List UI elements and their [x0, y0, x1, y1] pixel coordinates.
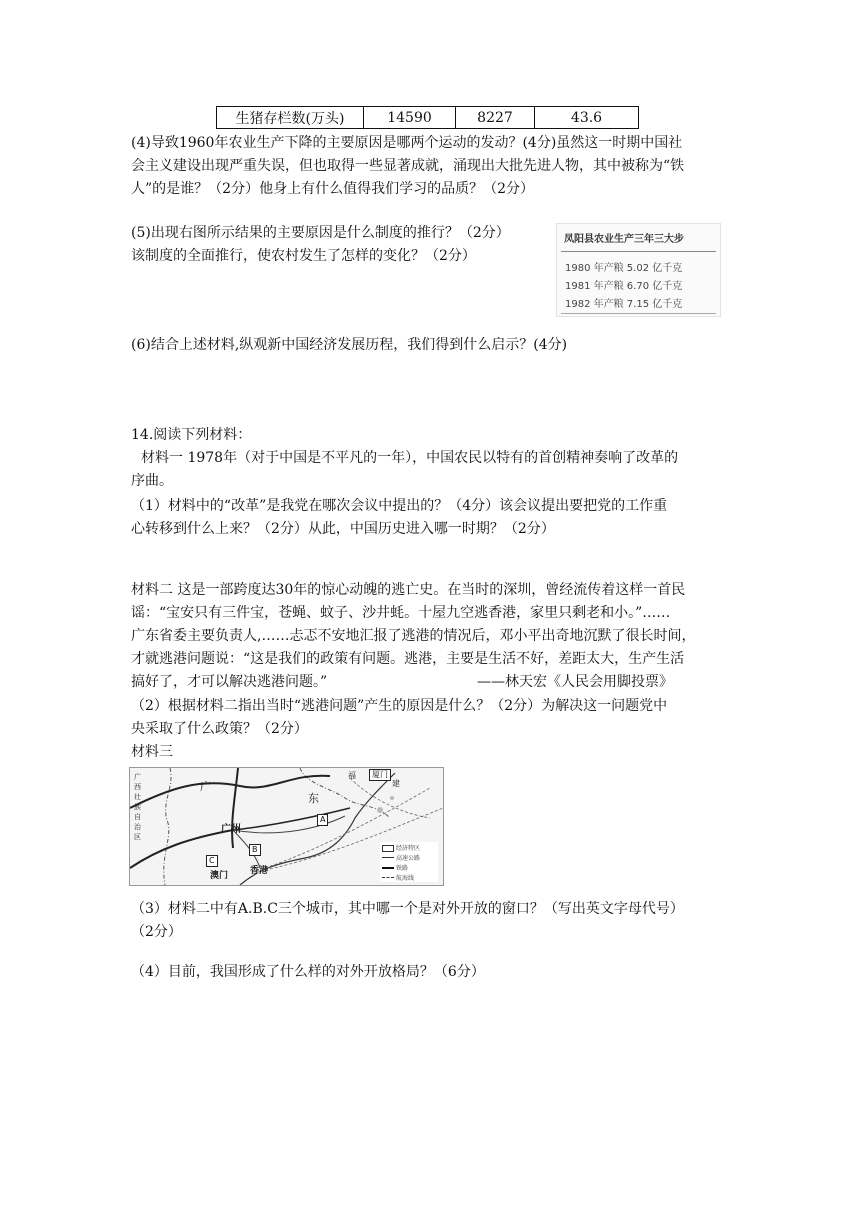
legend-highway: 高速公路 — [396, 855, 421, 862]
q4-line-1: (4)导致1960年农业生产下降的主要原因是哪两个运动的发动？(4分)虽然这一时期中国社 — [131, 135, 683, 151]
guangdong-label-2: 东 — [308, 792, 319, 805]
sub-question-2 — [131, 695, 667, 764]
map-legend — [380, 842, 438, 882]
guangxi-char-1: 广 — [134, 773, 141, 781]
m2-line-1: 材料二 这是一部跨度达30年的惊心动魄的逃亡史。在当时的深圳，曾经流传着这样一首民 — [131, 582, 686, 598]
s2-line-1: （2）根据材料二指出当时“逃港问题”产生的原因是什么？（2分）为解决这一问题党中 — [131, 698, 668, 714]
question-6: (6)结合上述材料,纵观新中国经济发展历程，我们得到什么启示？(4分) — [131, 337, 568, 353]
xianggang-label: 香港 — [250, 866, 269, 876]
m2-line-2: 谣：“宝安只有三件宝，苍蝇、蚊子、沙井蚝。十屋九空逃香港，家里只剩老和小。”…… — [131, 605, 671, 621]
table-cell-1957: 14590 — [364, 107, 456, 129]
material-3-label: 材料三 — [131, 744, 173, 760]
fengyang-grain-inset — [556, 223, 721, 317]
city-b-box: B — [249, 844, 261, 856]
m1-line-2: 序曲。 — [131, 473, 173, 489]
city-c-box: C — [206, 855, 218, 867]
guangdong-label-1: 广 — [200, 780, 211, 793]
s3-line-1: （3）材料二中有A.B.C三个城市，其中哪一个是对外开放的窗口？（写出英文字母代号） — [131, 901, 684, 917]
s2-line-2: 央采取了什么政策？（2分） — [131, 721, 308, 737]
m2-line-5 — [131, 671, 695, 694]
m2-source: ——林天宏《人民会用脚投票》 — [477, 674, 673, 690]
guangxi-char-3: 壮 — [134, 793, 141, 801]
fengyang-row-1982: 1982 年产粮 7.15 亿千克 — [565, 299, 683, 310]
fujian-label-2: 建 — [392, 779, 400, 788]
fujian-label-1: 福 — [348, 771, 356, 780]
question-4 — [131, 132, 684, 201]
guangxi-char-5: 自 — [134, 813, 141, 821]
aomen-label: 澳门 — [210, 871, 229, 881]
material-2 — [131, 579, 695, 694]
guangxi-char-4: 族 — [134, 803, 141, 811]
guangxi-char-2: 西 — [134, 783, 141, 791]
pig-stock-table — [216, 106, 639, 129]
table-cell-label: 生猪存栏数(万头) — [217, 107, 364, 129]
material-1 — [131, 447, 678, 493]
table-cell-percent: 43.6 — [535, 107, 639, 129]
special-economic-zones-map — [129, 767, 444, 886]
sub-question-3 — [131, 898, 684, 944]
sub-question-1 — [131, 495, 667, 541]
xiamen-box: 厦门 — [369, 769, 391, 781]
q14-heading: 14.阅读下列材料： — [131, 427, 252, 443]
m2-line-4: 才就逃港问题说：“这是我们的政策有问题。逃港，主要是生活不好，差距太大，生产生活 — [131, 651, 685, 667]
guangzhou-label: 广州 — [221, 824, 241, 835]
s1-line-2: 心转移到什么上来？（2分）从此，中国历史进入哪一时期？（2分） — [131, 521, 555, 537]
city-a-box: A — [317, 814, 328, 826]
q5-line-2: 该制度的全面推行，使农村发生了怎样的变化？（2分） — [131, 248, 476, 264]
s1-line-1: （1）材料中的“改革”是我党在哪次会议中提出的？（4分）该会议提出要把党的工作重 — [131, 498, 668, 514]
fengyang-title: 凤阳县农业生产三年三大步 — [564, 234, 684, 245]
guangxi-label — [134, 772, 143, 842]
q5-line-1: (5)出现右图所示结果的主要原因是什么制度的推行？（2分） — [131, 225, 510, 241]
fengyang-row-1980: 1980 年产粮 5.02 亿千克 — [565, 263, 683, 274]
sub-question-4: （4）目前，我国形成了什么样的对外开放格局？（6分） — [131, 964, 485, 980]
m1-line-1: 材料一 1978年（对于中国是不平凡的一年），中国农民以特有的首创精神奏响了改革的 — [141, 450, 679, 466]
q4-line-2: 会主义建设出现严重失误，但也取得一些显著成就，涌现出大批先进人物，其中被称为“铁 — [131, 158, 685, 174]
legend-railway: 铁路 — [396, 865, 409, 872]
question-5 — [131, 222, 510, 268]
q4-line-3: 人”的是谁？（2分）他身上有什么值得我们学习的品质？（2分） — [131, 181, 534, 197]
m2-line-5-text: 搞好了，才可以解决逃港问题。” — [131, 674, 328, 690]
guangxi-char-6: 治 — [134, 823, 141, 831]
s3-line-2: （2分） — [131, 924, 182, 940]
fengyang-row-1981: 1981 年产粮 6.70 亿千克 — [565, 281, 683, 292]
table-cell-1961: 8227 — [456, 107, 535, 129]
legend-sealane: 航海线 — [396, 875, 415, 882]
guangxi-char-7: 区 — [134, 833, 141, 841]
legend-sez: 经济特区 — [396, 845, 421, 852]
m2-line-3: 广东省委主要负责人,……忐忑不安地汇报了逃港的情况后，邓小平出奇地沉默了很长时间， — [131, 628, 696, 644]
table-row — [217, 107, 639, 129]
